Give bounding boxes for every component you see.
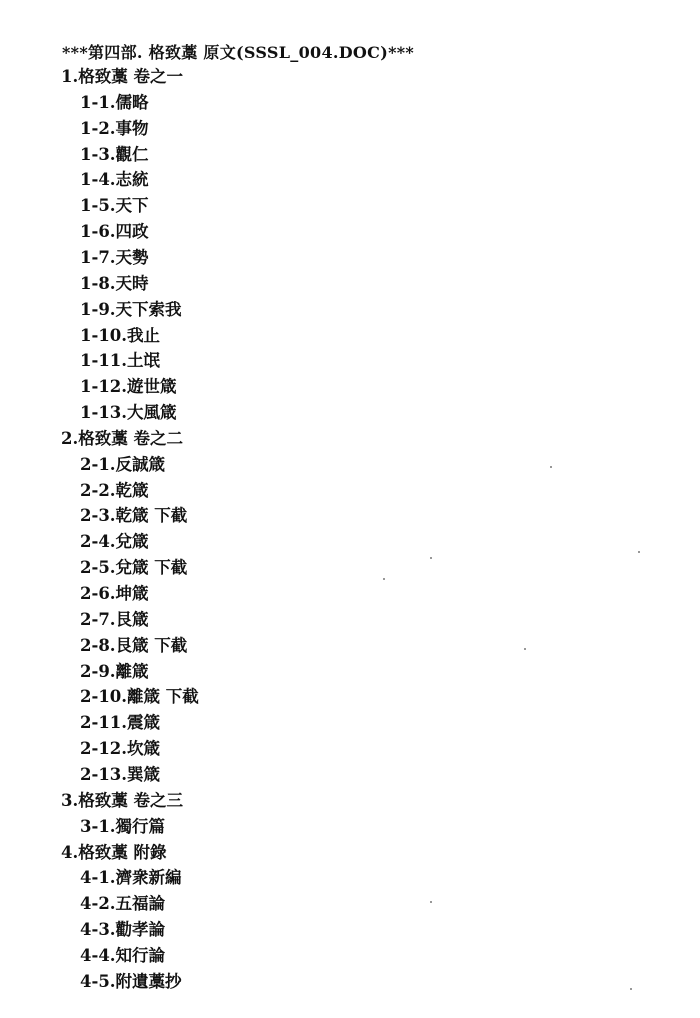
toc-item: 2-4.兌箴 (80, 532, 149, 552)
toc-item: 4-2.五福論 (80, 894, 166, 914)
toc-item: 1-12.遊世箴 (80, 377, 177, 397)
toc-item: 2-8.艮箴 下截 (80, 635, 188, 655)
toc-item: 1-8.天時 (80, 273, 149, 293)
toc-item: 2-13.巽箴 (80, 764, 161, 784)
toc-item: 2-12.坎箴 (80, 739, 161, 759)
toc-item: 4-1.濟衆新編 (80, 868, 182, 888)
toc-item: 1-11.土氓 (80, 351, 161, 371)
toc-item: 1-10.我止 (80, 325, 161, 345)
toc-item: 2-7.艮箴 (80, 609, 149, 629)
toc-item: 1-2.事物 (80, 118, 149, 138)
toc-item: 2-5.兌箴 下截 (80, 558, 188, 578)
scan-speck (630, 988, 632, 990)
toc-item: 2-10.離箴 下截 (80, 687, 199, 707)
toc-item: 1-6.四政 (80, 222, 149, 242)
scan-speck (430, 901, 432, 903)
scan-speck (638, 551, 640, 553)
section-heading: 1.格致藁 卷之一 (61, 67, 183, 86)
toc-item: 2-2.乾箴 (80, 480, 149, 500)
toc-item: 1-9.天下索我 (80, 299, 182, 319)
toc-item: 1-3.觀仁 (80, 144, 149, 164)
toc-item: 2-9.離箴 (80, 661, 149, 681)
toc-item: 1-5.天下 (80, 196, 149, 216)
section-heading: 4.格致藁 附錄 (61, 842, 167, 862)
toc-item: 2-3.乾箴 下截 (80, 506, 188, 526)
toc-item: 2-11.震箴 (80, 713, 161, 733)
toc-item: 2-6.坤箴 (80, 584, 149, 603)
toc-item: 1-13.大風箴 (80, 403, 177, 423)
toc-item: 1-1.儒略 (80, 92, 149, 112)
toc-item: 1-7.天勢 (80, 247, 149, 267)
scan-speck (524, 648, 526, 650)
toc-item: 4-5.附遺藁抄 (80, 971, 182, 991)
toc-item: 3-1.獨行篇 (80, 816, 166, 836)
scan-speck (383, 578, 385, 580)
toc-item: 4-3.勸孝論 (80, 920, 166, 940)
section-heading: 3.格致藁 卷之三 (61, 790, 183, 810)
section-heading: 2.格致藁 卷之二 (61, 428, 183, 448)
document-title: ***第四部. 格致藁 原文(SSSL_004.DOC)*** (62, 43, 415, 62)
toc-item: 1-4.志統 (80, 170, 149, 190)
toc-item: 2-1.反誠箴 (80, 454, 166, 474)
scan-speck (430, 557, 432, 559)
scan-speck (550, 466, 552, 468)
toc-item: 4-4.知行論 (80, 945, 166, 965)
